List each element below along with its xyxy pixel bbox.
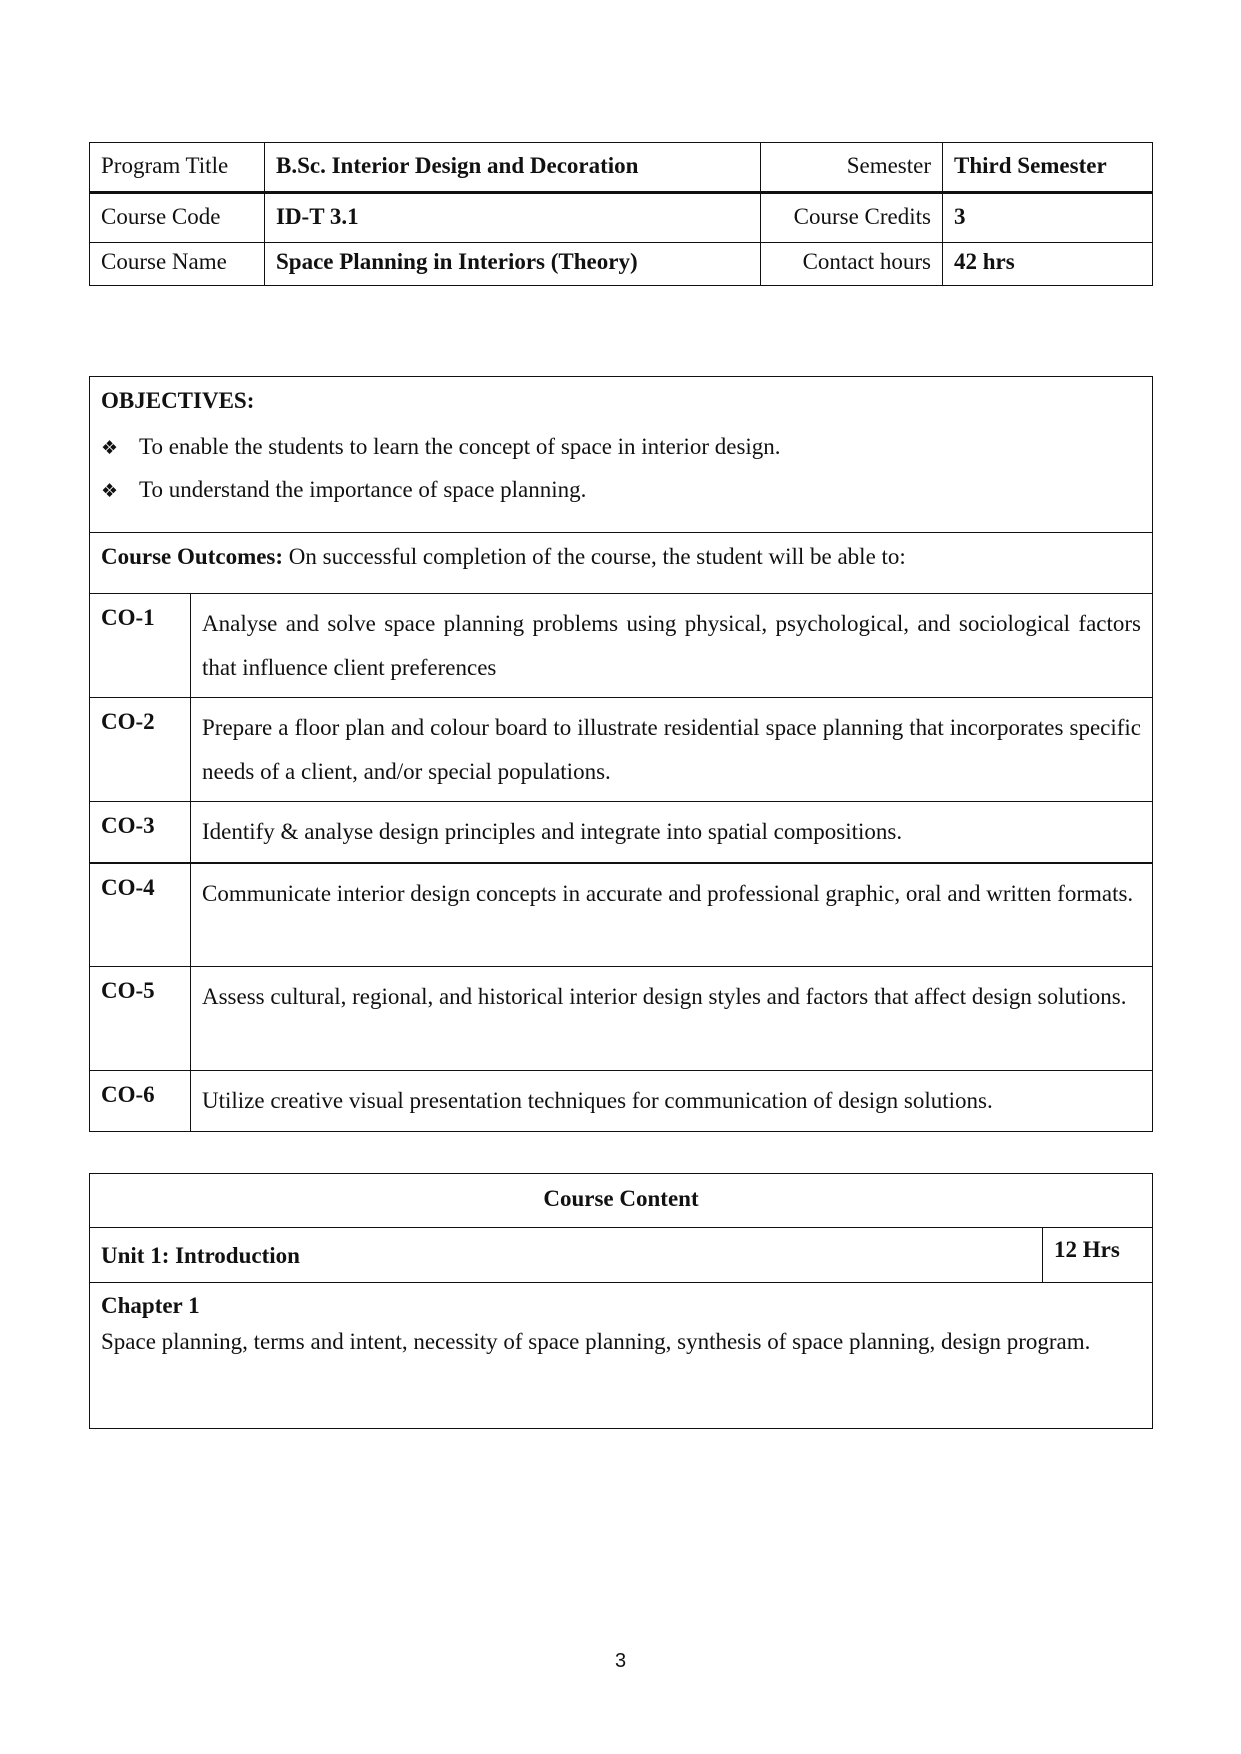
objectives-title: OBJECTIVES:	[101, 388, 255, 413]
diamond-bullet-icon: ❖	[101, 437, 119, 459]
course-outcomes-intro	[90, 533, 1153, 594]
chapter-text: Space planning, terms and intent, necessity of space planning, synthesis of space planning, design program.	[101, 1329, 1091, 1354]
course-credits-label: Course Credits	[761, 193, 943, 243]
co-id: CO-3	[90, 802, 191, 863]
objective-text: To enable the students to learn the concept of space in interior design.	[139, 434, 781, 459]
co-row	[90, 863, 1153, 967]
co-row	[90, 1071, 1153, 1132]
chapter-row	[90, 1283, 1153, 1429]
objectives-outcomes-table	[89, 376, 1153, 1132]
co-id: CO-4	[90, 863, 191, 967]
contact-hours-label: Contact hours	[761, 243, 943, 286]
co-text: Communicate interior design concepts in accurate and professional graphic, oral and written formats.	[191, 863, 1153, 967]
unit-hours: 12 Hrs	[1043, 1228, 1153, 1283]
chapter-cell	[90, 1283, 1153, 1429]
course-outcomes-label: Course Outcomes:	[101, 544, 284, 569]
co-text: Assess cultural, regional, and historical interior design styles and factors that affect design solutions.	[191, 967, 1153, 1071]
course-name-label: Course Name	[90, 243, 265, 286]
co-row	[90, 594, 1153, 698]
course-outcomes-intro-text: On successful completion of the course, the student will be able to:	[283, 544, 906, 569]
co-id: CO-5	[90, 967, 191, 1071]
co-text: Utilize creative visual presentation techniques for communication of design solutions.	[191, 1071, 1153, 1132]
contact-hours-value: 42 hrs	[943, 243, 1153, 286]
unit-row	[90, 1228, 1153, 1283]
chapter-title: Chapter 1	[101, 1293, 200, 1318]
course-name-value: Space Planning in Interiors (Theory)	[265, 243, 761, 286]
course-code-value: ID-T 3.1	[265, 193, 761, 243]
co-text: Identify & analyse design principles and integrate into spatial compositions.	[191, 802, 1153, 863]
diamond-bullet-icon: ❖	[101, 480, 119, 502]
program-title-value: B.Sc. Interior Design and Decoration	[265, 143, 761, 193]
objective-item	[101, 435, 1141, 460]
unit-title: Unit 1: Introduction	[90, 1228, 1043, 1283]
course-info-table	[89, 142, 1153, 286]
objectives-cell	[90, 377, 1153, 533]
objectives-row	[90, 377, 1153, 533]
page-number: 3	[614, 1650, 627, 1672]
program-title-row	[90, 143, 1153, 193]
semester-label: Semester	[761, 143, 943, 193]
co-id: CO-1	[90, 594, 191, 698]
co-text: Prepare a floor plan and colour board to illustrate residential space planning that incorporates specific needs of a client, and/or special populations.	[191, 698, 1153, 802]
objective-text: To understand the importance of space planning.	[139, 477, 587, 502]
objective-item	[101, 478, 1141, 503]
co-row	[90, 967, 1153, 1071]
course-code-label: Course Code	[90, 193, 265, 243]
course-content-table	[89, 1173, 1153, 1429]
course-credits-value: 3	[943, 193, 1153, 243]
course-outcomes-intro-row	[90, 533, 1153, 594]
course-content-header-row	[90, 1174, 1153, 1228]
co-id: CO-2	[90, 698, 191, 802]
program-title-label: Program Title	[90, 143, 265, 193]
co-row	[90, 698, 1153, 802]
course-code-row	[90, 193, 1153, 243]
co-id: CO-6	[90, 1071, 191, 1132]
course-content-title: Course Content	[90, 1174, 1153, 1228]
semester-value: Third Semester	[943, 143, 1153, 193]
co-row	[90, 802, 1153, 863]
course-name-row	[90, 243, 1153, 286]
co-text: Analyse and solve space planning problems using physical, psychological, and sociological factors that influence client preferences	[191, 594, 1153, 698]
